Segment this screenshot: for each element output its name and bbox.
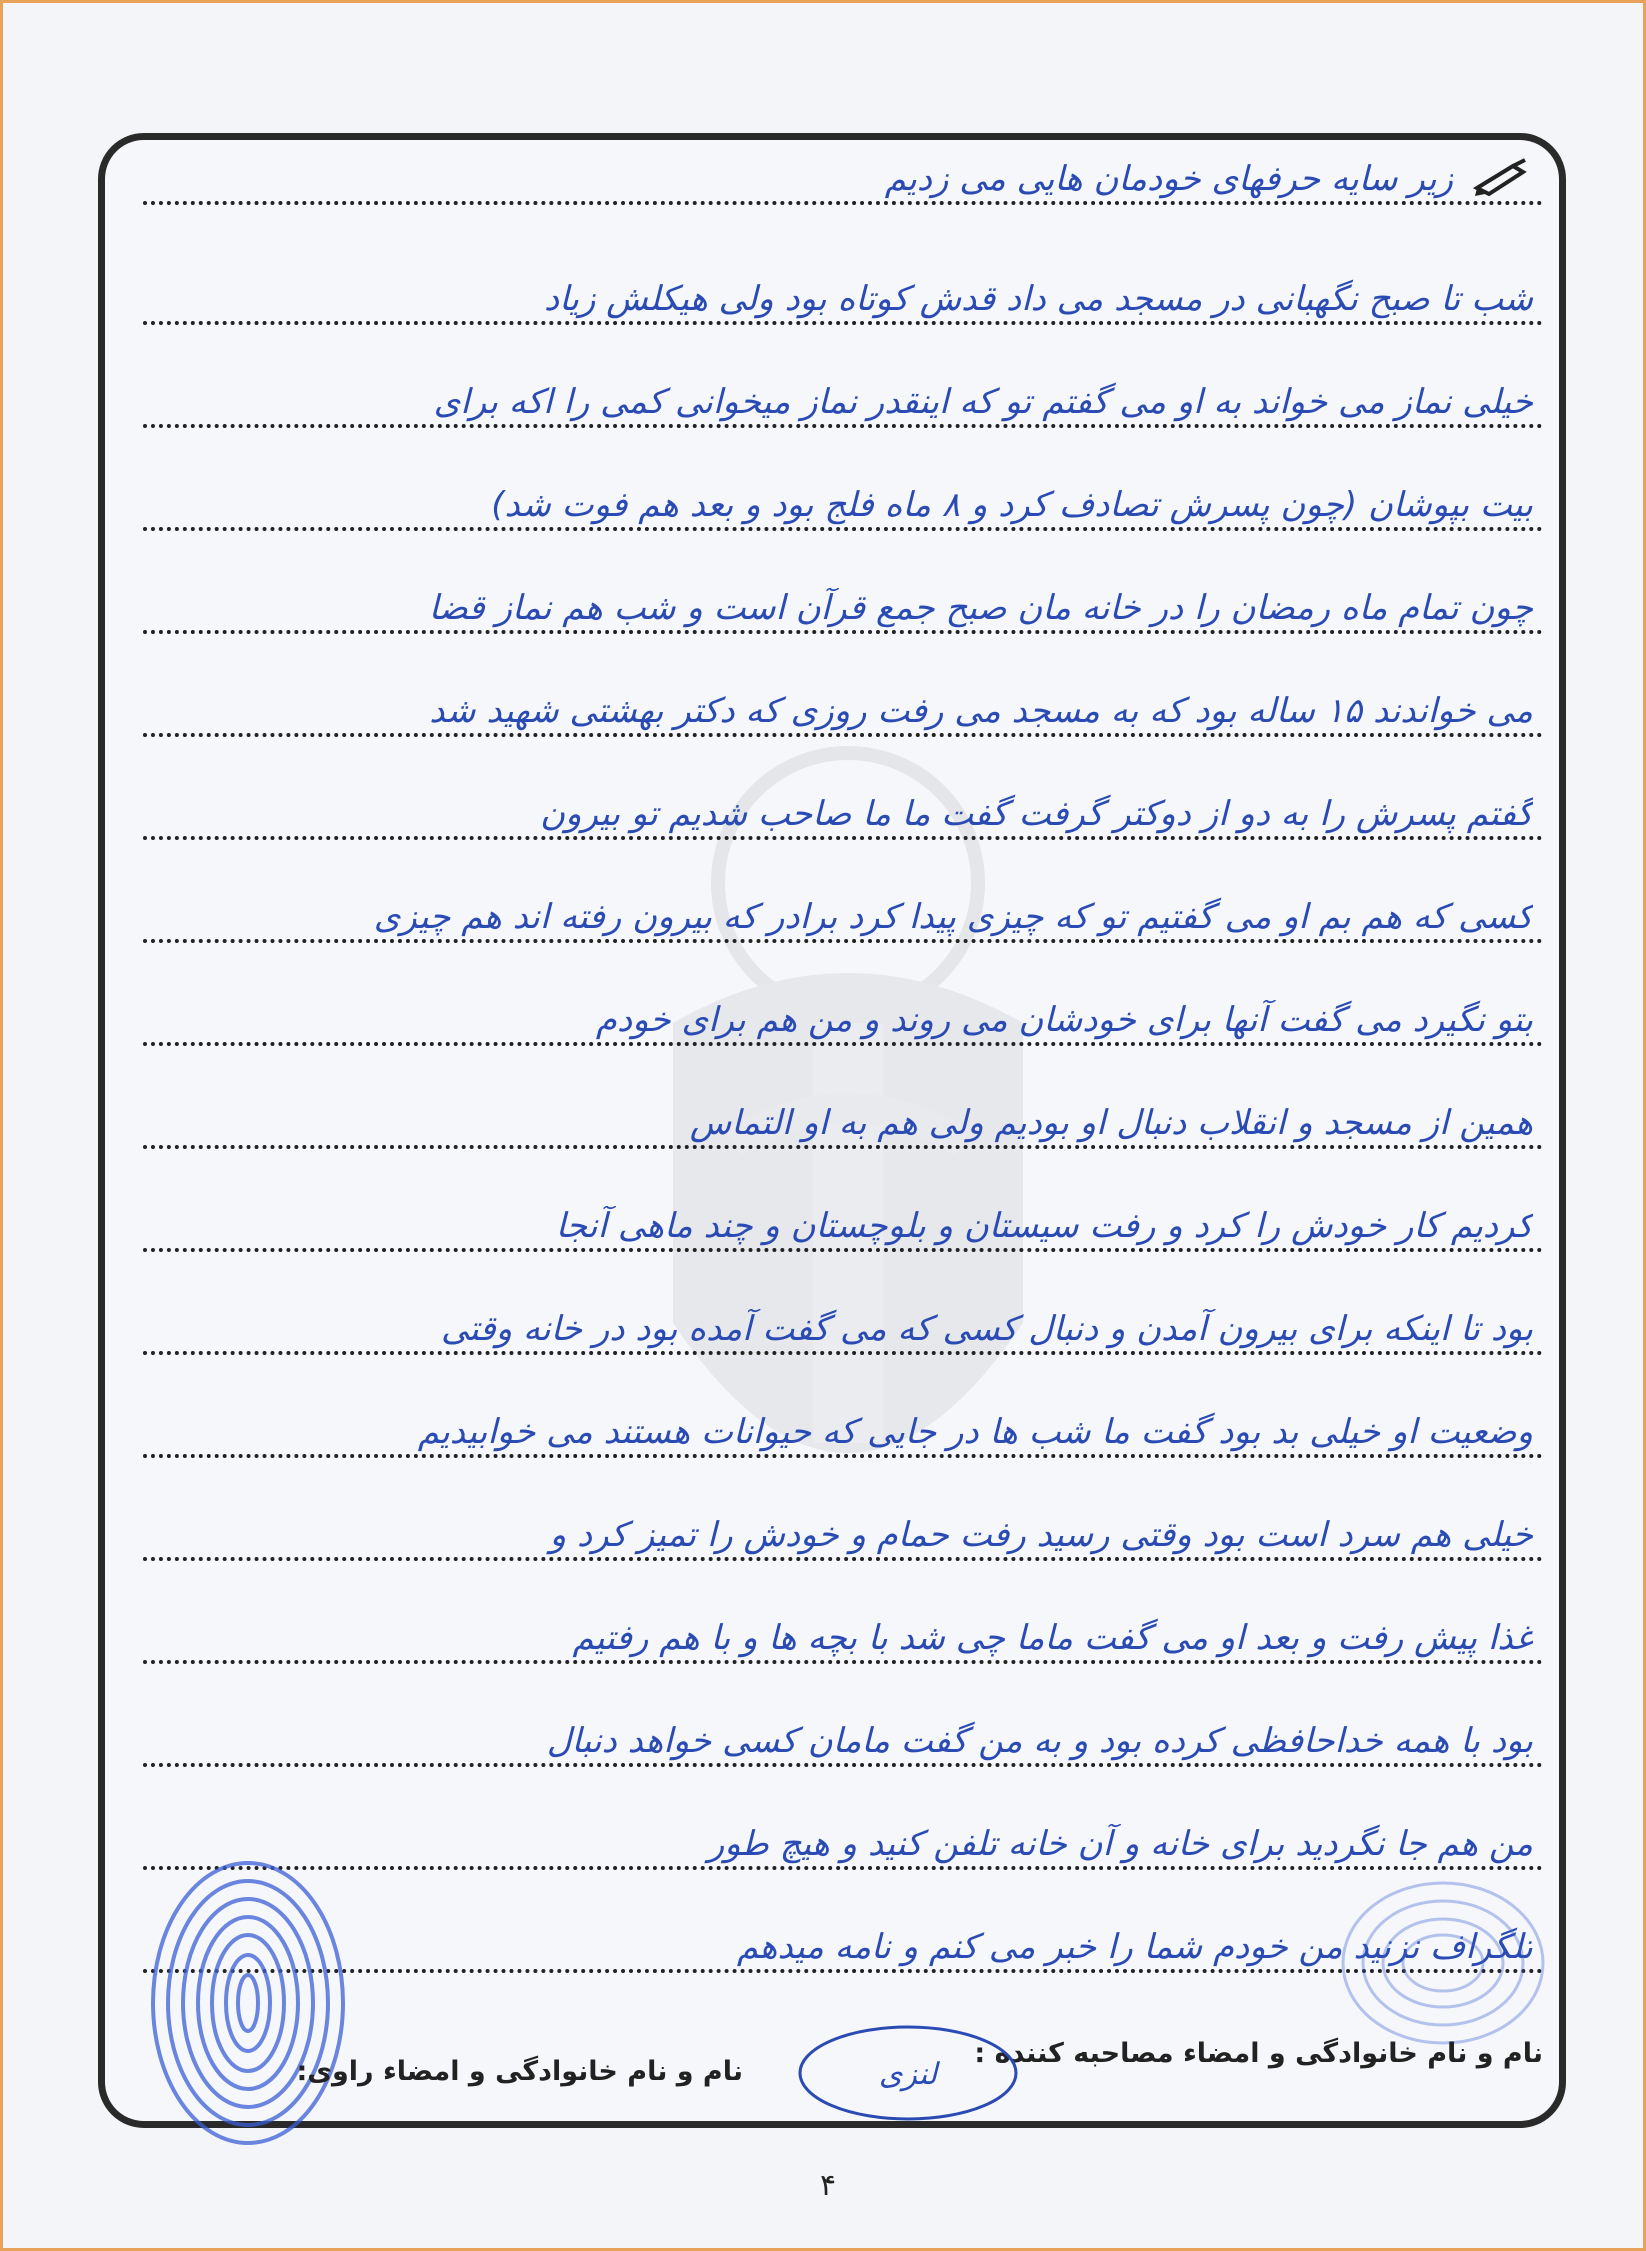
dotted-rule: [143, 939, 1543, 943]
ruled-line-8: [143, 974, 1543, 1054]
handwritten-text: خیلی نماز می خواند به او می گفتم تو که اینقدر نماز میخوانی کمی را اکه برای: [433, 382, 1533, 422]
page-number: ۴: [819, 2168, 837, 2203]
dotted-rule: [143, 1660, 1543, 1664]
dotted-rule: [143, 1763, 1543, 1767]
ruled-line-3: [143, 459, 1543, 539]
ruled-line-14: [143, 1592, 1543, 1672]
signature-text: لنزی: [878, 2057, 938, 2092]
handwritten-text: من هم جا نگردید برای خانه و آن خانه تلفن کنید و هیچ طور: [707, 1824, 1533, 1864]
handwritten-text: می خواندند ۱۵ ساله بود که به مسجد می رفت روزی که دکتر بهشتی شهید شد: [429, 691, 1533, 731]
handwritten-text: چون تمام ماه رمضان را در خانه مان صبح جمع قرآن است و شب هم نماز قضا: [428, 588, 1533, 628]
ruled-line-15: [143, 1695, 1543, 1775]
ruled-line-5: [143, 665, 1543, 745]
handwritten-text: بود با همه خداحافظی کرده بود و به من گفت مامان کسی خواهد دنبال: [546, 1721, 1533, 1761]
dotted-rule: [143, 1042, 1543, 1046]
handwritten-text: شب تا صبح نگهبانی در مسجد می داد قدش کوتاه بود ولی هیکلش زیاد: [543, 279, 1533, 319]
dotted-rule: [143, 1454, 1543, 1458]
fingerprint-faint-icon: [1333, 1873, 1553, 2053]
ruled-line-12: [143, 1386, 1543, 1466]
dotted-rule: [143, 1248, 1543, 1252]
handwritten-text: بود تا اینکه برای بیرون آمدن و دنبال کسی که می گفت آمده بود در خانه وقتی: [440, 1309, 1533, 1349]
handwritten-text: بیت بپوشان (چون پسرش تصادف کرد و ۸ ماه فلج بود و بعد هم فوت شد): [491, 485, 1533, 525]
ruled-line-6: [143, 768, 1543, 848]
dotted-rule: [143, 1866, 1543, 1870]
dotted-rule: [143, 201, 1543, 205]
ruled-line-7: [143, 871, 1543, 951]
dotted-rule: [143, 836, 1543, 840]
interviewer-label: نام و نام خانوادگی و امضاء مصاحبه کننده :: [974, 2038, 1543, 2069]
handwritten-text: غذا پیش رفت و بعد او می گفت ماما چی شد با بچه ها و با هم رفتیم: [572, 1618, 1533, 1658]
dotted-rule: [143, 424, 1543, 428]
ruled-line-2: [143, 356, 1543, 436]
ruled-line-11: [143, 1283, 1543, 1363]
handwritten-text: زیر سایه حرفهای خودمان هایی می زدیم: [884, 159, 1453, 199]
fingerprint-icon: [143, 1853, 353, 2153]
narrator-label: نام و نام خانوادگی و امضاء راوی:: [296, 2056, 743, 2087]
ruled-line-intro: [143, 133, 1543, 213]
dotted-rule: [143, 1557, 1543, 1561]
handwritten-text: بتو نگیرد می گفت آنها برای خودشان می روند و من هم برای خودم: [595, 1000, 1533, 1040]
dotted-rule: [143, 630, 1543, 634]
handwritten-text: وضعیت او خیلی بد بود گفت ما شب ها در جایی که حیوانات هستند می خوابیدیم: [417, 1412, 1533, 1452]
dotted-rule: [143, 1145, 1543, 1149]
dotted-rule: [143, 1351, 1543, 1355]
ruled-line-16: [143, 1798, 1543, 1878]
ruled-line-13: [143, 1489, 1543, 1569]
handwritten-text: خیلی هم سرد است بود وقتی رسید رفت حمام و خودش را تمیز کرد و: [549, 1515, 1533, 1555]
ruled-line-4: [143, 562, 1543, 642]
handwritten-text: همین از مسجد و انقلاب دنبال او بودیم ولی هم به او التماس: [689, 1103, 1533, 1143]
handwritten-text: گفتم پسرش را به دو از دوکتر گرفت گفت ما ما صاحب شدیم تو بیرون: [540, 794, 1533, 834]
ruled-line-1: [143, 253, 1543, 333]
dotted-rule: [143, 321, 1543, 325]
ruled-line-10: [143, 1180, 1543, 1260]
dotted-rule: [143, 733, 1543, 737]
ruled-line-9: [143, 1077, 1543, 1157]
handwritten-text: تلگراف نزنید من خودم شما را خبر می کنم و نامه میدهم: [736, 1927, 1533, 1967]
handwritten-text: کسی که هم بم او می گفتیم تو که چیزی پیدا کرد برادر که بیرون رفته اند هم چیزی: [373, 897, 1533, 937]
signature: [793, 2018, 1023, 2128]
handwritten-text: کردیم کار خودش را کرد و رفت سیستان و بلوچستان و چند ماهی آنجا: [555, 1206, 1533, 1246]
dotted-rule: [143, 527, 1543, 531]
